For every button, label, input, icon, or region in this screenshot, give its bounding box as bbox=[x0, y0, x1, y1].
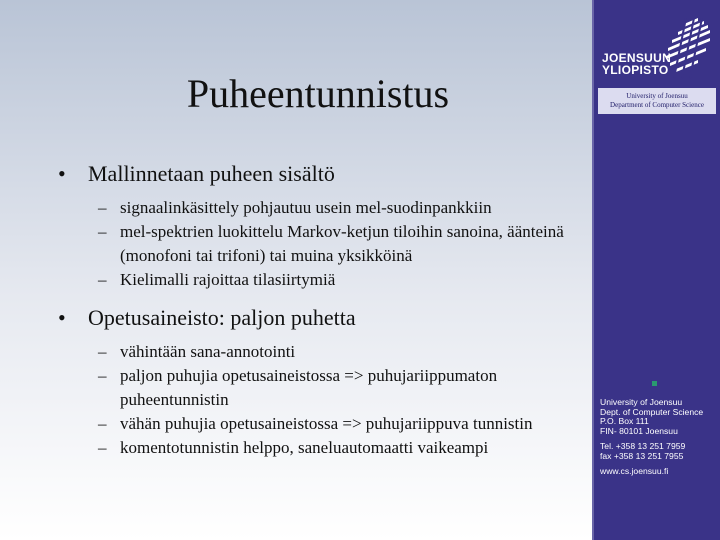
contact-line-4: FIN- 80101 Joensuu bbox=[600, 425, 678, 436]
accent-square bbox=[652, 381, 657, 386]
sub-item bbox=[58, 196, 578, 220]
dash: – bbox=[98, 414, 107, 433]
bullet-1-sublist bbox=[58, 196, 578, 292]
dept-line-2: Department of Computer Science bbox=[610, 101, 704, 109]
bullet-dot: • bbox=[58, 305, 66, 330]
sidebar bbox=[594, 0, 720, 540]
university-name bbox=[602, 52, 671, 76]
bullet-1 bbox=[58, 160, 578, 188]
bullet-2-sublist bbox=[58, 340, 578, 460]
sub-item-text: komentotunnistin helppo, saneluautomaatti vaikeampi bbox=[120, 438, 489, 457]
contact-tel: Tel. +358 13 251 7959 bbox=[600, 441, 686, 452]
contact-website: www.cs.joensuu.fi bbox=[600, 465, 669, 476]
dash: – bbox=[98, 438, 107, 457]
dash: – bbox=[98, 270, 107, 289]
dash: – bbox=[98, 222, 107, 241]
dash: – bbox=[98, 342, 107, 361]
sub-item bbox=[58, 436, 578, 460]
bullet-2-text: Opetusaineisto: paljon puhetta bbox=[88, 305, 356, 330]
sub-item-text: Kielimalli rajoittaa tilasiirtymiä bbox=[120, 270, 336, 289]
sub-item bbox=[58, 268, 578, 292]
sub-item bbox=[58, 220, 578, 268]
slide-title: Puheentunnistus bbox=[186, 71, 450, 116]
sub-item-text: vähintään sana-annotointi bbox=[120, 342, 296, 361]
contact-line-2: Dept. of Computer Science bbox=[600, 406, 704, 417]
bullet-dot: • bbox=[58, 161, 66, 186]
sub-item bbox=[58, 364, 578, 412]
bullet-1-text: Mallinnetaan puheen sisältö bbox=[88, 161, 335, 186]
contact-info bbox=[600, 398, 720, 476]
sub-item-text: vähän puhujia opetusaineistossa => puhujariippuva tunnistin bbox=[120, 414, 533, 433]
sub-item-text: paljon puhujia opetusaineistossa => puhujariippumaton puheentunnistin bbox=[120, 366, 498, 409]
bullet-2 bbox=[58, 304, 578, 332]
logo-line-1: JOENSUUN bbox=[602, 51, 672, 65]
department-box bbox=[598, 88, 716, 114]
dash: – bbox=[98, 366, 107, 385]
sub-item-text: signaalinkäsittely pohjautuu usein mel-suodinpankkiin bbox=[120, 198, 492, 217]
logo-line-2: YLIOPISTO bbox=[602, 63, 669, 77]
contact-line-1: University of Joensuu bbox=[600, 397, 683, 407]
dash: – bbox=[98, 198, 107, 217]
contact-fax: fax +358 13 251 7955 bbox=[600, 450, 684, 461]
sub-item bbox=[58, 340, 578, 364]
slide-content bbox=[58, 160, 578, 460]
contact-line-3: P.O. Box 111 bbox=[600, 416, 649, 427]
sub-item bbox=[58, 412, 578, 436]
sub-item-text: mel-spektrien luokittelu Markov-ketjun tiloihin sanoina, äänteinä (monofoni tai trifoni) tai muina yksikköinä bbox=[120, 222, 564, 265]
dept-line-1: University of Joensuu bbox=[626, 92, 688, 100]
